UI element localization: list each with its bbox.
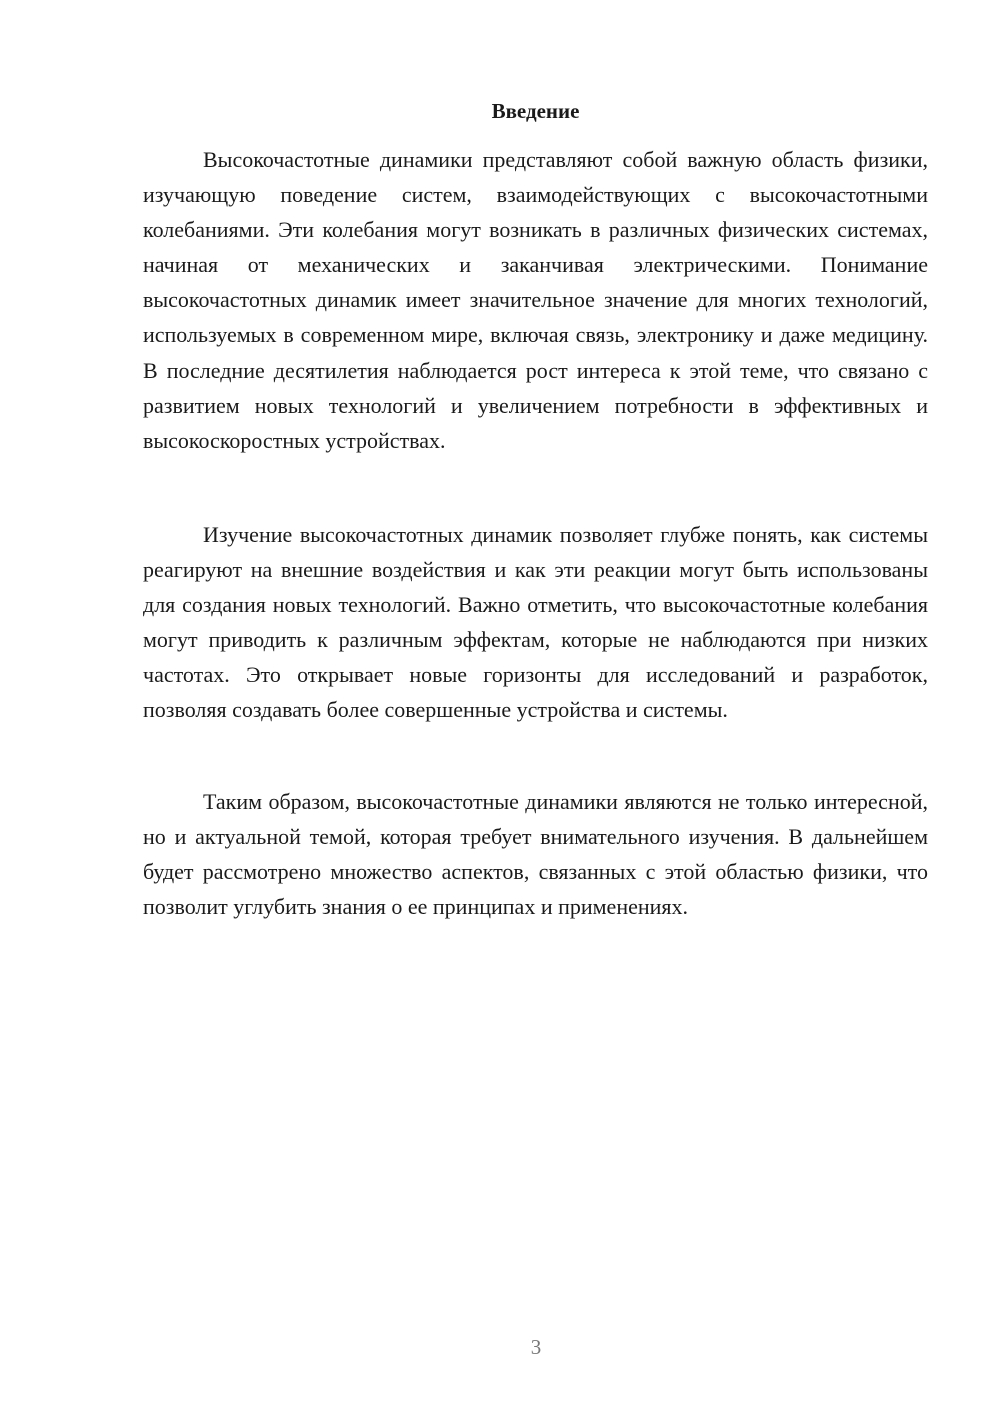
paragraph-1: Высокочастотные динамики представляют собой важную область физики, изучающую поведение систем, взаимодействующих с высокочастотными колебаниями. Эти колебания могут возникать в различных физических системах, начиная от механических и заканчивая электрическими. Понимание высокочастотных динамик имеет значительное значение для многих технологий, используемых в современном мире, включая связь, электронику и даже медицину. В последние десятилетия наблюдается рост интереса к этой теме, что связано с развитием новых технологий и увеличением потребности в эффективных и высокоскоростных устройствах. (143, 147, 928, 453)
paragraph-3: Таким образом, высокочастотные динамики являются не только интересной, но и актуальной темой, которая требует внимательного изучения. В дальнейшем будет рассмотрено множество аспектов, связанных с этой областью физики, что позволит углубить знания о ее принципах и применениях. (143, 789, 928, 920)
section-heading: Введение (491, 99, 580, 123)
page-number: 3 (530, 1335, 542, 1359)
paragraph-2: Изучение высокочастотных динамик позволяет глубже понять, как системы реагируют на внешние воздействия и как эти реакции могут быть использованы для создания новых технологий. Важно отметить, что высокочастотные колебания могут приводить к различным эффектам, которые не наблюдаются при низких частотах. Это открывает новые горизонты для исследований и разработок, позволяя создавать более совершенные устройства и системы. (143, 522, 928, 723)
